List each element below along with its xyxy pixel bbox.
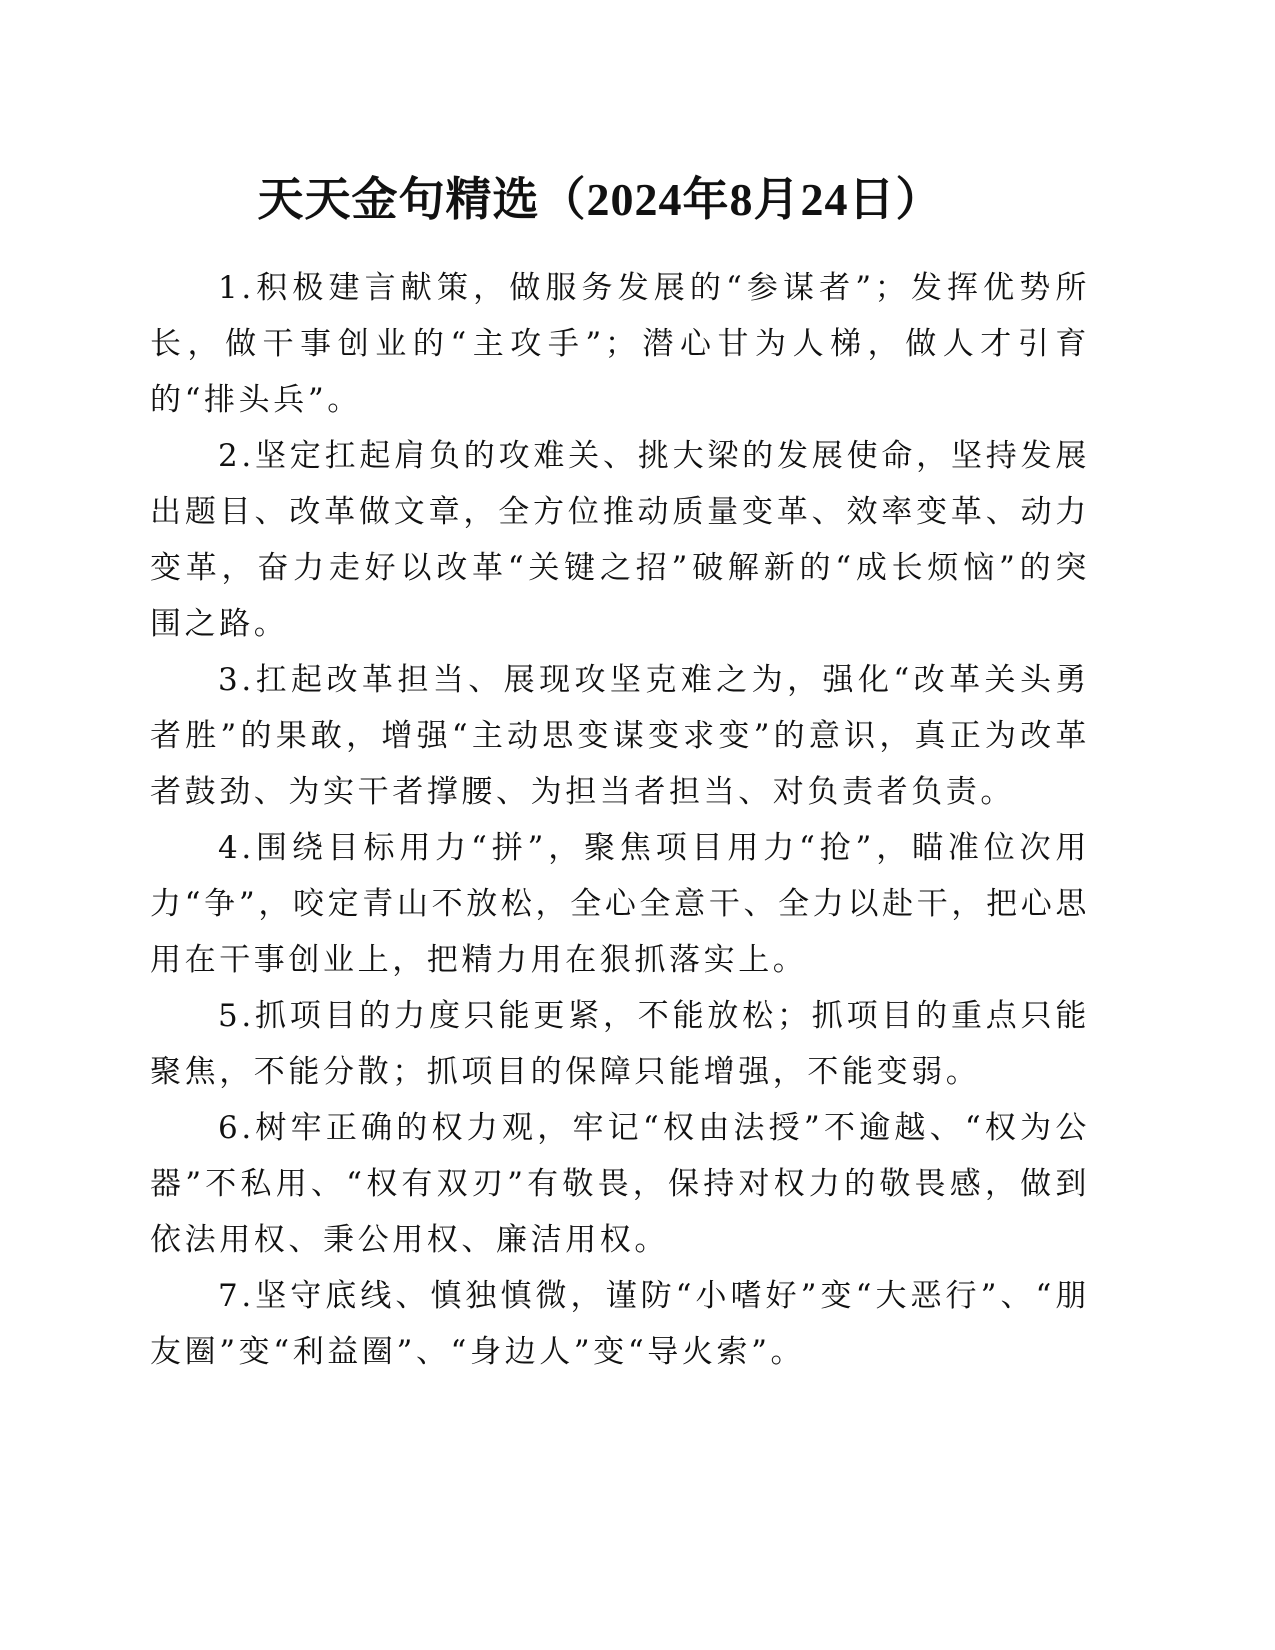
quote-item-6: 6.树牢正确的权力观，牢记“权由法授”不逾越、“权为公器”不私用、“权有双刃”有敬畏，保持对权力的敬畏感，做到依法用权、秉公用权、廉洁用权。: [150, 1110, 1090, 1258]
quote-item-1: 1.积极建言献策，做服务发展的“参谋者”；发挥优势所长，做干事创业的“主攻手”；潜心甘为人梯，做人才引育的“排头兵”。: [150, 270, 1090, 418]
quote-item-3: 3.扛起改革担当、展现攻坚克难之为，强化“改革关头勇者胜”的果敢，增强“主动思变谋变求变”的意识，真正为改革者鼓劲、为实干者撑腰、为担当者担当、对负责者负责。: [150, 662, 1090, 810]
quote-item-4: 4.围绕目标用力“拼”，聚焦项目用力“抢”，瞄准位次用力“争”，咬定青山不放松，全心全意干、全力以赴干，把心思用在干事创业上，把精力用在狠抓落实上。: [150, 830, 1090, 978]
quote-item-5: 5.抓项目的力度只能更紧，不能放松；抓项目的重点只能聚焦，不能分散；抓项目的保障只能增强，不能变弱。: [150, 998, 1090, 1090]
document-page: [150, 170, 1090, 1380]
quote-item-2: 2.坚定扛起肩负的攻难关、挑大梁的发展使命，坚持发展出题目、改革做文章，全方位推动质量变革、效率变革、动力变革，奋力走好以改革“关键之招”破解新的“成长烦恼”的突围之路。: [150, 438, 1090, 642]
quote-list: [150, 260, 1090, 1380]
quote-item-7: 7.坚守底线、慎独慎微，谨防“小嗜好”变“大恶行”、“朋友圈”变“利益圈”、“身边人”变“导火索”。: [150, 1278, 1090, 1370]
document-title: 天天金句精选（2024年8月24日）: [257, 174, 943, 225]
